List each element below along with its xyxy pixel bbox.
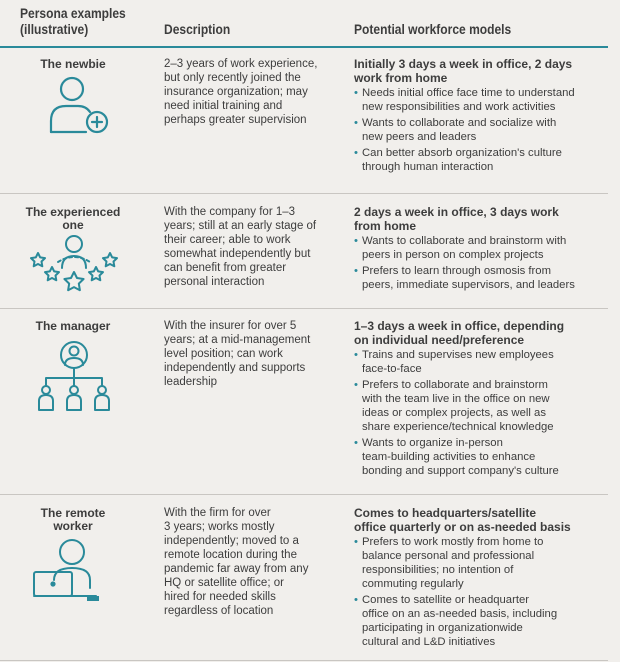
bullet-line: new peers and leaders [362, 131, 477, 143]
col-header-persona-line1: Persona examples [20, 5, 126, 21]
org-chart-icon [34, 340, 114, 414]
desc-line: leadership [164, 376, 218, 388]
model-title [354, 319, 602, 347]
bullet-line: • Prefers to work mostly from home to [362, 536, 544, 548]
bullet-line: • Can better absorb organization's culture [362, 147, 562, 159]
bullet-line: peers, immediate supervisors, and leaders [362, 279, 575, 291]
desc-line: somewhat independently but [164, 248, 311, 260]
desc-line: remote location during the [164, 549, 297, 561]
desc-line: HQ or satellite office; or [164, 577, 284, 589]
bullet-line: new responsibilities and work activities [362, 101, 556, 113]
bullet-line: team-building activities to enhance [362, 451, 536, 463]
user-laptop-icon [32, 538, 104, 606]
model-title-line: 2 days a week in office, 3 days work [354, 205, 559, 219]
bullet-line: responsibilities; no intention of [362, 564, 514, 576]
bullet-line: share experience/technical knowledge [362, 421, 554, 433]
model-bullet [354, 436, 602, 478]
user-stars-icon [30, 234, 118, 298]
row-divider [0, 660, 608, 661]
model-bullet [354, 535, 602, 591]
model-title-line: office quarterly or on as-needed basis [354, 520, 571, 534]
model-title [354, 57, 602, 85]
desc-line: With the company for 1–3 [164, 206, 296, 218]
desc-line: regardless of location [164, 605, 274, 617]
desc-line: their career; able to work [164, 234, 291, 246]
desc-line: need initial training and [164, 100, 283, 112]
desc-line: With the firm for over [164, 507, 271, 519]
persona-description [164, 319, 344, 389]
persona-description [164, 506, 344, 618]
desc-line: but only recently joined the [164, 72, 301, 84]
table-header [0, 0, 620, 48]
desc-line: hired for needed skills [164, 591, 276, 603]
row-divider [0, 193, 608, 194]
model-title-line: from home [354, 219, 417, 233]
model-bullet [354, 264, 602, 292]
workforce-model [354, 57, 602, 174]
bullet-line: • Prefers to collaborate and brainstorm [362, 379, 548, 391]
model-bullet [354, 593, 602, 649]
bullet-line: commuting regularly [362, 578, 464, 590]
persona-description [164, 205, 344, 289]
workforce-model [354, 319, 602, 478]
row-divider [0, 308, 608, 309]
model-bullet [354, 146, 602, 174]
header-divider [0, 46, 608, 48]
desc-line: 3 years; works mostly [164, 521, 275, 533]
bullet-line: face-to-face [362, 363, 422, 375]
bullet-line: ideas or complex projects, as well as [362, 407, 546, 419]
bullet-line: • Needs initial office face time to understand [362, 87, 575, 99]
workforce-model [354, 506, 602, 649]
workforce-model [354, 205, 602, 292]
model-bullet [354, 86, 602, 114]
desc-line: perhaps greater supervision [164, 114, 307, 126]
persona-name-line: The manager [35, 319, 111, 333]
col-header-persona-line2: (illustrative) [20, 21, 89, 37]
persona-name-line: The experienced [25, 205, 121, 219]
bullet-line: with the team live in the office on new [362, 393, 550, 405]
persona-name-line: worker [53, 519, 93, 533]
persona-name [0, 58, 146, 71]
desc-line: can benefit from greater [164, 262, 287, 274]
model-bullet [354, 116, 602, 144]
bullet-line: • Comes to satellite or headquarter [362, 594, 530, 606]
bullet-line: bonding and support company's culture [362, 465, 559, 477]
bullet-line: participating in organizationwide [362, 622, 523, 634]
persona-name [0, 320, 146, 333]
model-bullet [354, 234, 602, 262]
bullet-line: • Wants to collaborate and socialize with [362, 117, 557, 129]
persona-name [0, 507, 146, 533]
model-title-line: 1–3 days a week in office, depending [354, 319, 565, 333]
desc-line: independently and supports [164, 362, 306, 374]
persona-name-line: The remote [40, 506, 106, 520]
persona-name-line: one [62, 218, 84, 232]
model-title-line: on individual need/preference [354, 333, 525, 347]
desc-line: 2–3 years of work experience, [164, 58, 318, 70]
bullet-line: • Prefers to learn through osmosis from [362, 265, 551, 277]
desc-line: pandemic far away from any [164, 563, 309, 575]
persona-name [0, 206, 146, 232]
model-title-line: Comes to headquarters/satellite [354, 506, 537, 520]
bullet-line: peers in person on complex projects [362, 249, 544, 261]
bullet-line: • Wants to collaborate and brainstorm with [362, 235, 567, 247]
desc-line: years; still at an early stage of [164, 220, 317, 232]
desc-line: insurance organization; may [164, 86, 308, 98]
model-bullet [354, 348, 602, 376]
persona-name-line: The newbie [40, 57, 106, 71]
col-header-description: Description [164, 21, 231, 37]
bullet-line: balance personal and professional [362, 550, 535, 562]
model-bullet [354, 378, 602, 434]
desc-line: With the insurer for over 5 [164, 320, 297, 332]
col-header-models: Potential workforce models [354, 21, 512, 37]
model-title [354, 205, 602, 233]
bullet-line: office on an as-needed basis, including [362, 608, 558, 620]
bullet-line: • Trains and supervises new employees [362, 349, 554, 361]
desc-line: independently; moved to a [164, 535, 299, 547]
col-header-persona [20, 5, 126, 37]
persona-description [164, 57, 344, 127]
bullet-line: cultural and L&D initiatives [362, 636, 496, 648]
desc-line: personal interaction [164, 276, 265, 288]
model-title-line: work from home [354, 71, 448, 85]
user-plus-icon [46, 74, 110, 138]
row-divider [0, 494, 608, 495]
bullet-line: • Wants to organize in-person [362, 437, 503, 449]
model-title [354, 506, 602, 534]
desc-line: level position; can work [164, 348, 283, 360]
desc-line: years; at a mid-management [164, 334, 311, 346]
model-title-line: Initially 3 days a week in office, 2 days [354, 57, 573, 71]
bullet-line: through human interaction [362, 161, 494, 173]
